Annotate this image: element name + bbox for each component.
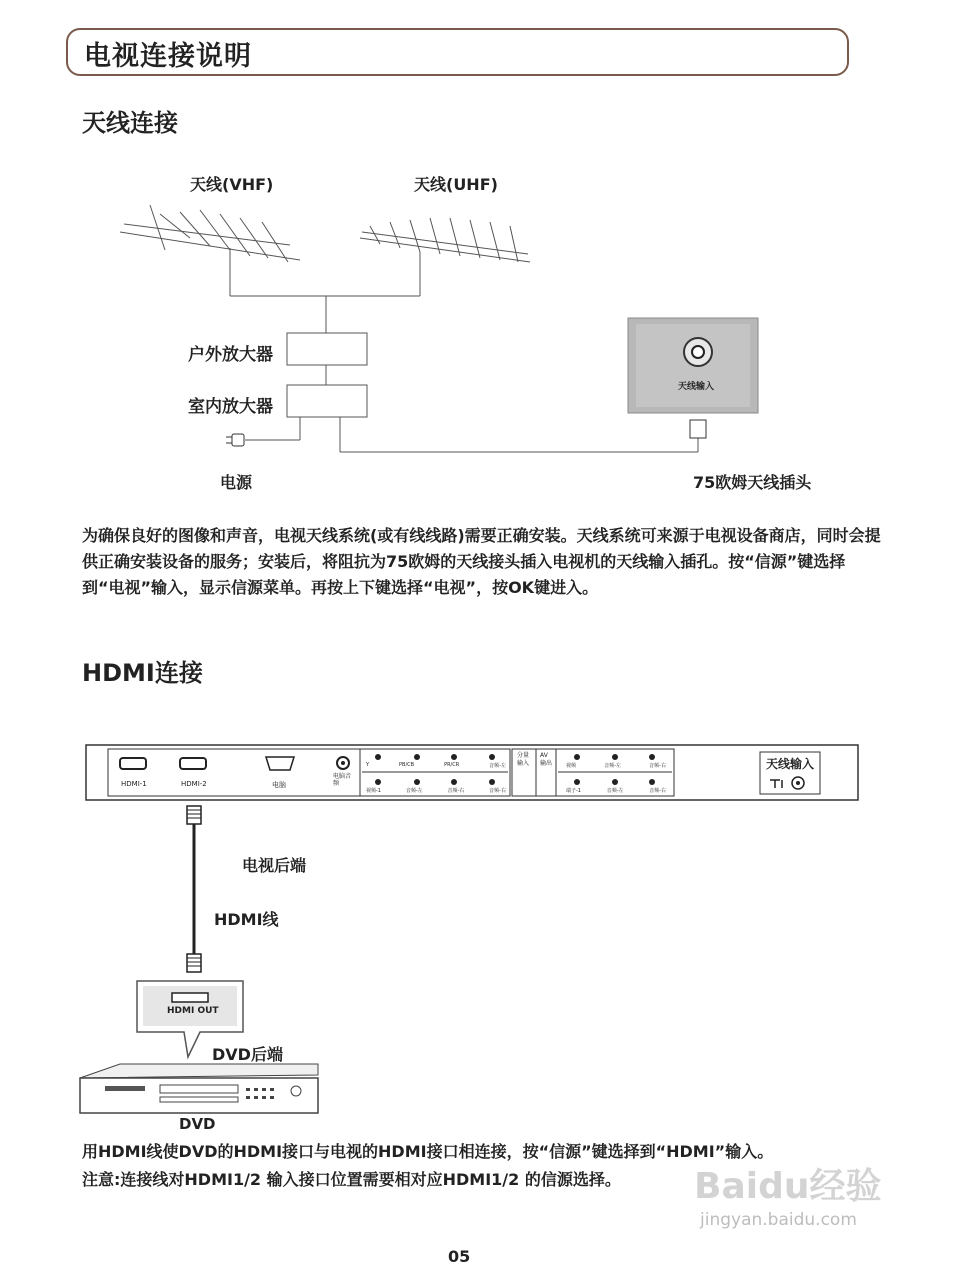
tv-rear-label: 电视后端: [242, 856, 307, 875]
power-label: 电源: [220, 473, 253, 492]
antenna-section-title: 天线连接: [82, 109, 178, 137]
hdmi-instruction-line: 用HDMI线使DVD的HDMI接口与电视的HDMI接口相连接，按“信源”键选择到“HDMI”输入。: [82, 1142, 774, 1161]
dvd-label: DVD: [179, 1115, 216, 1133]
port-hdmi2-label: HDMI-2: [181, 780, 207, 788]
antenna-input-panel-label: 天线输入: [678, 382, 715, 392]
hdmi-out-label: HDMI OUT: [167, 1006, 219, 1016]
port-hdmi1-label: HDMI-1: [121, 780, 147, 788]
dvd-player-icon: [80, 1064, 318, 1113]
port-group2-bottom: [566, 787, 666, 794]
av-output-label: AV输出: [540, 752, 553, 767]
port-label: 音频-左: [405, 788, 423, 794]
tv-antenna-input-label: 天线输入: [766, 757, 815, 771]
port-label: 音频-右: [489, 788, 506, 794]
hdmi-section-title: HDMI连接: [82, 659, 203, 687]
port-label: 视频: [566, 763, 577, 769]
port-label: PR/CR: [444, 762, 460, 768]
port-pc-label: 电脑: [272, 781, 286, 789]
port-group2-top: [566, 762, 666, 769]
port-label: 音频-左: [604, 763, 621, 769]
plug-label: 75欧姆天线插头: [693, 473, 812, 492]
vhf-label: 天线(VHF): [190, 175, 274, 194]
port-label: 音频-右: [649, 763, 666, 769]
baidu-watermark-url: jingyan.baidu.com: [700, 1210, 857, 1230]
port-label: 音频-左: [489, 763, 506, 769]
page-number: 05: [448, 1247, 471, 1266]
baidu-watermark-logo: Baidu经验: [694, 1166, 882, 1207]
port-label: PB/CB: [399, 762, 415, 768]
component-input-label: 分量输入: [517, 752, 530, 767]
uhf-label: 天线(UHF): [414, 175, 498, 194]
hdmi-note-line: 注意:连接线对HDMI1/2 输入接口位置需要相对应HDMI1/2 的信源选择。: [82, 1170, 621, 1189]
port-label: Y: [366, 762, 370, 768]
port-group1-bottom: [366, 787, 506, 794]
port-group1-top: [366, 762, 506, 769]
port-label: 音频-左: [606, 788, 624, 794]
port-label: 视频-1: [366, 788, 381, 794]
outdoor-amplifier-label: 户外放大器: [188, 345, 273, 365]
hdmi-cable-label: HDMI线: [214, 910, 279, 929]
port-label: 音频-右: [447, 788, 465, 794]
page-title: 电视连接说明: [84, 41, 252, 72]
port-pc-audio-label: 电脑音频: [333, 773, 352, 787]
indoor-amplifier-label: 室内放大器: [188, 397, 273, 417]
dvd-rear-label: DVD后端: [212, 1045, 283, 1064]
port-label: 端子-1: [566, 788, 581, 794]
antenna-paragraph: 为确保良好的图像和声音，电视天线系统(或有线线路)需要正确安装。天线系统可来源于电视设备商店，同时会提供正确安装设备的服务；安装后，将阻抗为75欧姆的天线接头插入电视机的天线输入插孔。按“信源”键选择到“电视”输入，显示信源菜单。再按上下键选择“电视”，按OK键进入。: [82, 526, 881, 597]
port-label: 音频-右: [649, 788, 666, 794]
